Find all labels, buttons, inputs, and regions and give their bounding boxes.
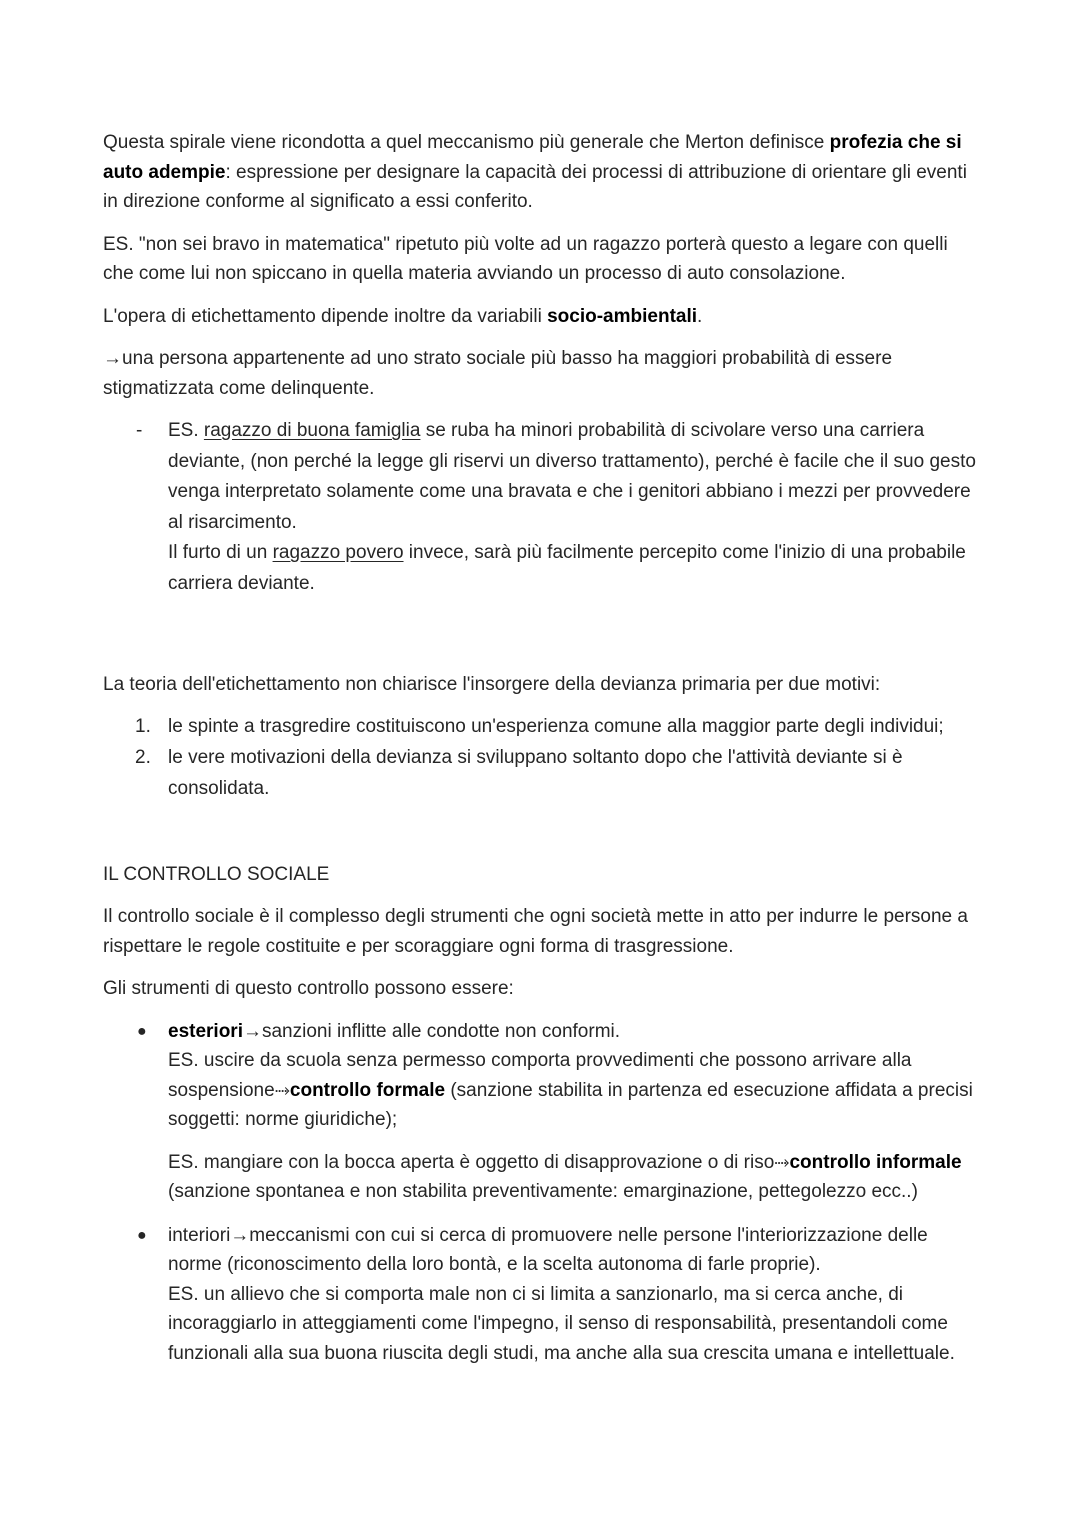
term-esteriori: esteriori <box>168 1020 243 1042</box>
document-page <box>103 128 983 1368</box>
term-controllo-informale: controllo informale <box>789 1151 962 1173</box>
bullet-item-esteriori: ● esteriori→sanzioni inflitte alle condotte non conformi. ES. uscire da scuola senza permesso comporta provvedimenti che possono arrivare alla sospensione⤑controllo formale (sanzione stabilita in partenza ed esecuzione affidata a precisi soggetti: norme giuridiche); ES. mangiare con la bocca aperta è oggetto di disapprovazione o di riso⤑controllo informale (sanzione spontanea e non stabilita preventivamente: emarginazione, pettegolezzo ecc..) <box>103 1017 983 1207</box>
paragraph-example-matematica: ES. "non sei bravo in matematica" ripetuto più volte ad un ragazzo porterà questo a legare con quelli che come lui non spiccano in quella materia avviando un processo di auto consolazione. <box>103 233 948 284</box>
term-controllo-formale: controllo formale <box>289 1079 446 1101</box>
dash-list-item: - ES. ragazzo di buona famiglia se ruba ha minori probabilità di scivolare verso una carriera deviante, (non perché la legge gli riservi un diverso trattamento), perché è facile che il suo gesto venga interpretato solamente come una bravata e che i genitori abbiano i mezzi per provvedere al risarcimento. Il furto di un ragazzo povero invece, sarà più facilmente percepito come l'inizio di una probabile carriera deviante. <box>103 416 983 599</box>
paragraph-controllo-definizione: Il controllo sociale è il complesso degli strumenti che ogni società mette in atto per indurre le persone a rispettare le regole costituite e per scoraggiare ogni forma di trasgressione. <box>103 906 968 957</box>
bullet-icon: ● <box>137 1022 147 1040</box>
paragraph-profezia: Questa spirale viene ricondotta a quel meccanismo più generale che Merton definisce profezia che si auto adempie: espressione per designare la capacità dei processi di attribuzione di orientare gli eventi in direzione conforme al significato a essi conferito. <box>103 132 967 212</box>
bullet-icon: ● <box>137 1226 147 1244</box>
list-item: 2. le vere motivazioni della devianza si sviluppano soltanto dopo che l'attività deviante si è consolidata. <box>135 746 903 799</box>
term-profezia: profezia che si auto adempie <box>103 132 962 183</box>
paragraph-teoria: La teoria dell'etichettamento non chiarisce l'insorgere della devianza primaria per due motivi: <box>103 674 881 695</box>
term-socio-ambientali: socio-ambientali <box>547 305 698 327</box>
dash-marker: - <box>136 420 143 441</box>
paragraph-variabili: L'opera di etichettamento dipende inoltre da variabili socio-ambientali. <box>103 305 703 327</box>
paragraph-strato-sociale: →una persona appartenente ad uno strato sociale più basso ha maggiori probabilità di essere stigmatizzata come delinquente. <box>103 348 893 399</box>
paragraph-strumenti: Gli strumenti di questo controllo possono essere: <box>103 978 514 999</box>
numbered-list <box>103 711 983 804</box>
underlined-ragazzo-povero: ragazzo povero <box>272 542 404 563</box>
bullet-item-interiori: ● interiori→meccanismi con cui si cerca di promuovere nelle persone l'interiorizzazione delle norme (riconoscimento della loro bontà, e la scelta autonoma di farle proprie). ES. un allievo che si comporta male non ci si limita a sanzionarlo, ma si cerca anche, di incoraggiarlo in atteggiamenti come l'impegno, il senso di responsabilità, presentandoli come funzionali alla sua buona riuscita degli studi, ma anche alla sua crescita umana e intellettuale. <box>103 1221 983 1369</box>
section-heading: IL CONTROLLO SOCIALE <box>103 863 330 885</box>
underlined-buona-famiglia: ragazzo di buona famiglia <box>203 420 421 441</box>
list-item: 1. le spinte a trasgredire costituiscono un'esperienza comune alla maggior parte degli individui; <box>135 715 944 737</box>
